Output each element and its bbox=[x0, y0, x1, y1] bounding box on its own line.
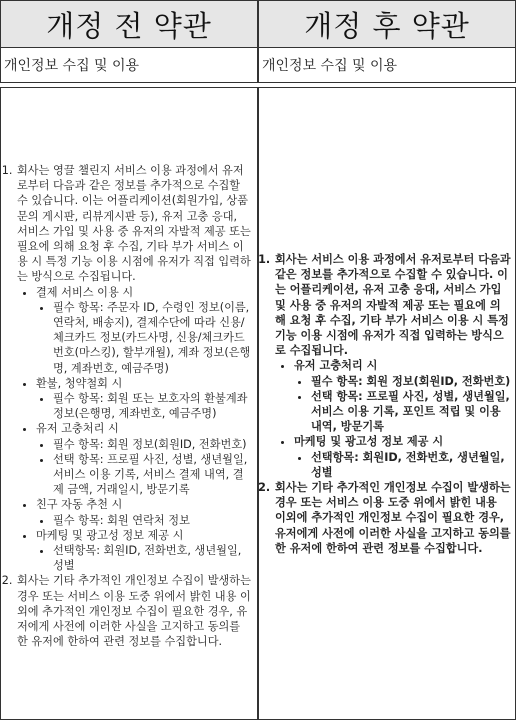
list-item bbox=[274, 252, 511, 480]
before-marketing-optional: • 선택항목: 회원ID, 전화번호, 생년월일, 성별 bbox=[53, 543, 251, 573]
before-payment-required: • 필수 항목: 주문자 ID, 수령인 정보(이름, 연락처, 배송지), 결제수단에 따라 신용/체크카드 정보(카드사명, 신용/체크카드 번호(마스킹), 할부개월), 계좌 정보(은행명, 계좌번호, 예금주명) bbox=[53, 300, 251, 376]
content-before bbox=[0, 87, 258, 720]
before-section-marketing: 마케팅 및 광고성 정보 제공 시 bbox=[36, 528, 184, 542]
subheader-after: 개인정보 수집 및 이용 bbox=[258, 47, 516, 83]
after-grievance-optional: • 선택 항목: 프로필 사진, 성별, 생년월일, 서비스 이용 기록, 포인트 적립 및 이용 내역, 방문기록 bbox=[311, 389, 511, 435]
list-item bbox=[294, 434, 511, 480]
before-section-grievance: 유저 고충처리 시 bbox=[36, 422, 119, 436]
after-grievance-required: • 필수 항목: 회원 정보(회원ID, 전화번호) bbox=[311, 374, 511, 389]
list-item bbox=[36, 285, 251, 376]
subheader-before: 개인정보 수집 및 이용 bbox=[0, 47, 258, 83]
after-section-grievance: 유저 고충처리 시 bbox=[294, 359, 378, 373]
list-item bbox=[36, 497, 251, 527]
header-after: 개정 후 약관 bbox=[258, 0, 516, 48]
before-section-friend: 친구 자동 추천 시 bbox=[36, 498, 123, 512]
header-before: 개정 전 약관 bbox=[0, 0, 258, 48]
list-item bbox=[294, 358, 511, 434]
before-list bbox=[1, 163, 251, 650]
before-friend-required: • 필수 항목: 회원 연락처 정보 bbox=[53, 513, 251, 528]
content-after bbox=[258, 87, 516, 720]
before-refund-required: • 필수 항목: 회원 또는 보호자의 환불계좌 정보(은행명, 계좌번호, 예금주명) bbox=[53, 391, 251, 421]
before-section-payment: 결제 서비스 이용 시 bbox=[36, 285, 134, 299]
list-item bbox=[36, 421, 251, 497]
after-paragraph-2: 2. 회사는 기타 추가적인 개인정보 수집이 발생하는 경우 또는 서비스 이용 도중 위에서 밝힌 내용 이외에 추가적인 개인정보 수집이 필요한 경우, 유저에게 사전에 이러한 사실을 고지하고 동의를 한 유저에 한하여 관련 정보를 수집합니다. bbox=[274, 480, 511, 556]
list-item bbox=[16, 163, 251, 573]
after-section-marketing: 마케팅 및 광고성 정보 제공 시 bbox=[294, 435, 444, 449]
before-paragraph-2: 2. 회사는 기타 추가적인 개인정보 수집이 발생하는 경우 또는 서비스 이용 도중 위에서 밝힌 내용 이외에 추가적인 개인정보 수집이 필요한 경우, 유저에게 사전에 이러한 사실을 고지하고 동의를 한 유저에 한하여 관련 정보를 수집합니다. bbox=[16, 573, 251, 649]
after-list bbox=[259, 252, 511, 556]
before-grievance-optional: • 선택 항목: 프로필 사진, 성별, 생년월일, 서비스 이용 기록, 서비스 결제 내역, 결제 금액, 거래일시, 방문기록 bbox=[53, 452, 251, 498]
list-item bbox=[36, 376, 251, 422]
before-paragraph-1: 회사는 영끌 챌린지 서비스 이용 과정에서 유저로부터 다음과 같은 정보를 추가적으로 수집할 수 있습니다. 이는 어플리케이션(회원가입, 상품문의 게시판, 리뷰게시판 등), 유저 고충 응대, 서비스 가입 및 사용 중 유저의 자발적 제공 또는 필요에 의해 요청 후 수집, 기타 부가 서비스 이용 시 특정 기능 이용 시점에 유저가 직접 입력하는 방식으로 수집됩니다. bbox=[17, 164, 251, 284]
list-item bbox=[36, 528, 251, 574]
after-paragraph-1: 회사는 서비스 이용 과정에서 유저로부터 다음과 같은 정보를 추가적으로 수집할 수 있습니다. 이는 어플리케이션, 유저 고충 응대, 서비스 가입 및 사용 중 유저의 자발적 제공 또는 필요에 의해 요청 후 수집, 기타 부가 서비스 이용 시 특정 기능 이용 시점에 유저가 직접 입력하는 방식으로 수집됩니다. bbox=[275, 253, 511, 358]
after-marketing-optional: • 선택항목: 회원ID, 전화번호, 생년월일, 성별 bbox=[311, 450, 511, 480]
before-section-refund: 환불, 청약철회 시 bbox=[36, 376, 123, 390]
before-grievance-required: • 필수 항목: 회원 정보(회원ID, 전화번호) bbox=[53, 437, 251, 452]
